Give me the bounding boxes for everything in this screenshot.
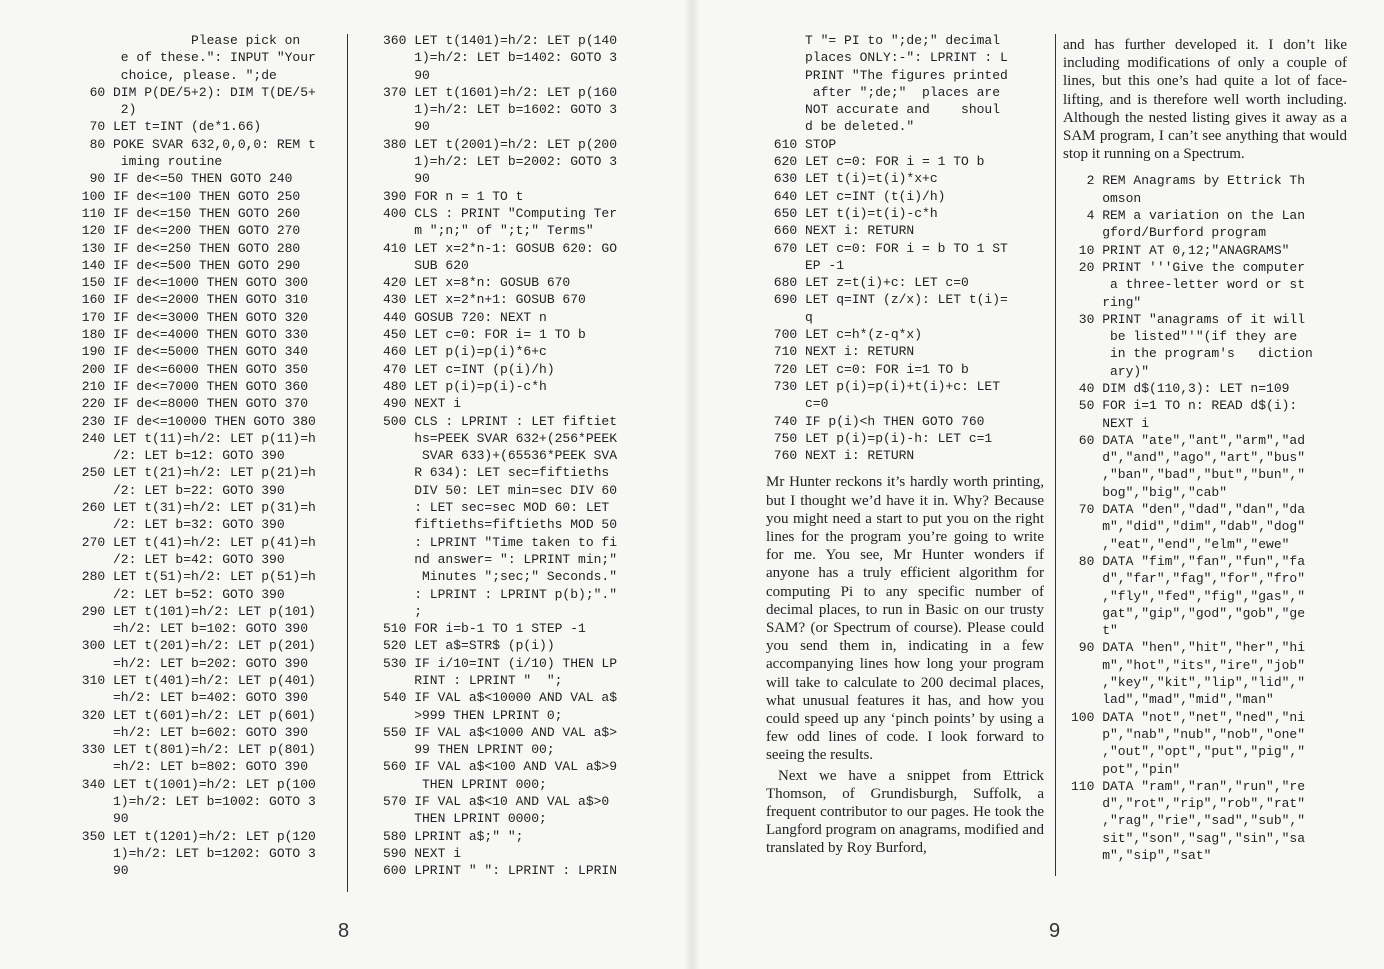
listing-continuation: T "= PI to ";de;" decimal places ONLY:-": LPRINT : L PRINT "The figures printed after ";de;" places are NOT accurate and shoul d be deleted." 610 STOP 620 LET c=0: FOR i = 1 TO b 630 LET t(i)=t(i)*x+c 640 LET c=INT (t(i)/h) 650 LET t(i)=t(i)-c*h 660 NEXT i: RETURN 670 LET c=0: FOR i = b TO 1 ST EP -1 680 LET z=t(i)+c: LET c=0 690 LET q=INT (z/x): LET t(i)= q 700 LET c=h*(z-q*x) 710 NEXT i: RETURN 720 LET c=0: FOR i=1 TO b 730 LET p(i)=p(i)+t(i)+c: LET c=0 740 IF p(i)<h THEN GOTO 760 750 LET p(i)=p(i)-h: LET c=1 760 NEXT i: RETURN bbox=[773, 33, 1008, 464]
page-number-left: 8 bbox=[338, 920, 350, 942]
listing-column-left: Please pick on e of these.": INPUT "Your choice, please. ";de 60 DIM P(DE/5+2): DIM T(DE/5+ 2) 70 LET t=INT (de*1.66) 80 POKE SVAR 632,0,0,0: REM t iming routine 90 IF de<=50 THEN GOTO 240 100 IF de<=100 THEN GOTO 250 110 IF de<=150 THEN GOTO 260 120 IF de<=200 THEN GOTO 270 130 IF de<=250 THEN GOTO 280 140 IF de<=500 THEN GOTO 290 150 IF de<=1000 THEN GOTO 300 160 IF de<=2000 THEN GOTO 310 170 IF de<=3000 THEN GOTO 320 180 IF de<=4000 THEN GOTO 330 190 IF de<=5000 THEN GOTO 340 200 IF de<=6000 THEN GOTO 350 210 IF de<=7000 THEN GOTO 360 220 IF de<=8000 THEN GOTO 370 230 IF de<=10000 THEN GOTO 380 240 LET t(11)=h/2: LET p(11)=h /2: LET b=12: GOTO 390 250 LET t(21)=h/2: LET p(21)=h /2: LET b=22: GOTO 390 260 LET t(31)=h/2: LET p(31)=h /2: LET b=32: GOTO 390 270 LET t(41)=h/2: LET p(41)=h /2: LET b=42: GOTO 390 280 LET t(51)=h/2: LET p(51)=h /2: LET b=52: GOTO 390 290 LET t(101)=h/2: LET p(101) =h/2: LET b=102: GOTO 390 300 LET t(201)=h/2: LET p(201) =h/2: LET b=202: GOTO 390 310 LET t(401)=h/2: LET p(401) =h/2: LET b=402: GOTO 390 320 LET t(601)=h/2: LET p(601) =h/2: LET b=602: GOTO 390 330 LET t(801)=h/2: LET p(801) =h/2: LET b=802: GOTO 390 340 LET t(1001)=h/2: LET p(100 1)=h/2: LET b=1002: GOTO 3 90 350 LET t(1201)=h/2: LET p(120 1)=h/2: LET b=1202: GOTO 3 90 bbox=[81, 33, 316, 879]
right-page-column-1 bbox=[766, 32, 1044, 858]
article-paragraph: Next we have a snippet from Ettrick Thomson, of Grundisburgh, Suffolk, a frequent contributor to our pages. He took the Langford program on anagrams, modified and translated by Roy Burford, bbox=[766, 767, 1044, 857]
page-9 bbox=[692, 0, 1384, 969]
anagram-listing: 2 REM Anagrams by Ettrick Th omson 4 REM a variation on the Lan gford/Burford program 10 PRINT AT 0,12;"ANAGRAMS" 20 PRINT '''Give the computer a three-letter word or st ring" 30 PRINT "anagrams of it will be listed"'"(if they are in the program's diction ary)" 40 DIM d$(110,3): LET n=109 50 FOR i=1 TO n: READ d$(i): NEXT i 60 DATA "ate","ant","arm","ad d","and","ago","art","bus" ,"ban","bad","but","bun"," bog","big","cab" 70 DATA "den","dad","dan","da m","did","dim","dab","dog" ,"eat","end","elm","ewe" 80 DATA "fim","fan","fun","fa d","far","fag","for","fro" ,"fly","fed","fig","gas"," gat","gip","god","gob","ge t" 90 DATA "hen","hit","her","hi m","hot","its","ire","job" ,"key","kit","lip","lid"," lad","mad","mid","man" 100 DATA "not","net","ned","ni p","nab","nub","nob","one" ,"out","opt","put","pig"," pot","pin" 110 DATA "ram","ran","run","re d","rot","rip","rob","rat" ,"rag","rie","sad","sub"," sit","son","sag","sin","sa m","sip","sat" bbox=[1071, 173, 1313, 863]
column-rule bbox=[1055, 34, 1056, 876]
article-text-2 bbox=[1063, 36, 1347, 163]
article-paragraph: Mr Hunter reckons it’s hardly worth printing, but I thought we’d have it in. Why? Because you might need a start to put you on the right lines for the program you’re going to write for me. You see, Mr Hunter wonders if anyone has a truly efficient algorithm for computing Pi to any specific number of decimal places, to run in Basic on our trusty SAM? (or Spectrum of course). Please could you send them in, indicating in a few accompanying lines how long your program will take to calculate to 200 decimal places, what unusual features it has, and how you could speed up any ‘pinch points’ by using a few odd lines of code. I look forward to seeing the results. bbox=[766, 474, 1044, 764]
right-page-column-2 bbox=[1063, 36, 1347, 864]
listing-column-right: 360 LET t(1401)=h/2: LET p(140 1)=h/2: LET b=1402: GOTO 3 90 370 LET t(1601)=h/2: LET p(160 1)=h/2: LET b=1602: GOTO 3 90 380 LET t(2001)=h/2: LET p(200 1)=h/2: LET b=2002: GOTO 3 90 390 FOR n = 1 TO t 400 CLS : PRINT "Computing Ter m ";n;" of ";t;" Terms" 410 LET x=2*n-1: GOSUB 620: GO SUB 620 420 LET x=8*n: GOSUB 670 430 LET x=2*n+1: GOSUB 670 440 GOSUB 720: NEXT n 450 LET c=0: FOR i= 1 TO b 460 LET p(i)=p(i)*6+c 470 LET c=INT (p(i)/h) 480 LET p(i)=p(i)-c*h 490 NEXT i 500 CLS : LPRINT : LET fiftiet hs=PEEK SVAR 632+(256*PEEK SVAR 633)+(65536*PEEK SVA R 634): LET sec=fiftieths DIV 50: LET min=sec DIV 60 : LET sec=sec MOD 60: LET fiftieths=fiftieths MOD 50 : LPRINT "Time taken to fi nd answer= ": LPRINT min;" Minutes ";sec;" Seconds." : LPRINT : LPRINT p(b);"." ; 510 FOR i=b-1 TO 1 STEP -1 520 LET a$=STR$ (p(i)) 530 IF i/10=INT (i/10) THEN LP RINT : LPRINT " "; 540 IF VAL a$<10000 AND VAL a$ >999 THEN LPRINT 0; 550 IF VAL a$<1000 AND VAL a$> 99 THEN LPRINT 00; 560 IF VAL a$<100 AND VAL a$>9 THEN LPRINT 000; 570 IF VAL a$<10 AND VAL a$>0 THEN LPRINT 0000; 580 LPRINT a$;" "; 590 NEXT i 600 LPRINT " ": LPRINT : LPRIN bbox=[383, 33, 618, 879]
article-text-1 bbox=[766, 473, 1044, 857]
article-paragraph: and has further developed it. I don’t like including modifications of only a couple of lines, but this one’s had quite a lot of face-lifting, and is therefore well worth including. Although the nested listing gives it away as a SAM program, I can’t see anything that would stop it running on a Spectrum. bbox=[1063, 37, 1347, 163]
column-rule bbox=[347, 34, 348, 892]
page-number-right: 9 bbox=[1049, 920, 1061, 942]
